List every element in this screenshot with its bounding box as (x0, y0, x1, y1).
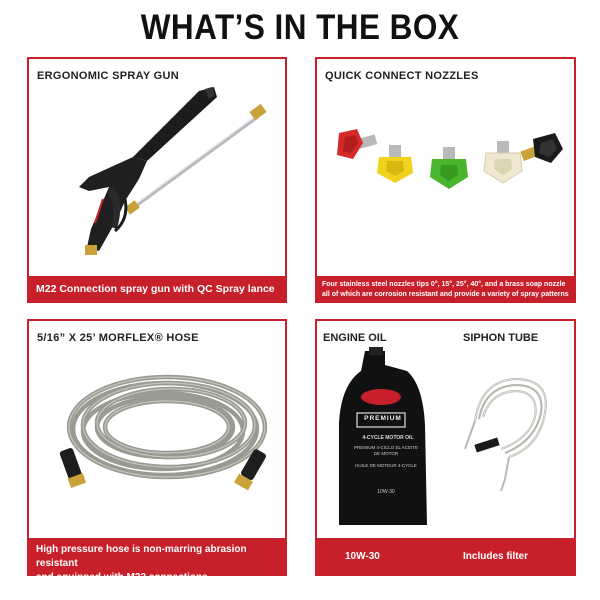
pouch-grade: 10W-30 (377, 489, 395, 495)
yellow-nozzle (377, 145, 413, 183)
hose-panel (27, 319, 287, 583)
nozzles-caption-line2: all of which are corrosion resistant and provide a variety of spray patterns (322, 291, 569, 298)
hose-caption-line1: High pressure hose is non-marring abrasion resistant (36, 544, 247, 569)
pouch-line1: 4-CYCLE MOTOR OIL (362, 435, 414, 441)
hose-caption (29, 538, 285, 583)
pouch-line3: HUILE DE MOTEUR 4-CYCLE (355, 463, 417, 468)
hose-caption-line2: and equipped with M22 connections (36, 572, 208, 583)
black-soap-nozzle (520, 133, 563, 163)
white-nozzle (484, 141, 522, 183)
siphon-tube-image (455, 361, 565, 521)
siphon-tube-title: SIPHON TUBE (463, 332, 539, 344)
red-nozzle (337, 129, 377, 159)
spray-gun-panel (27, 57, 287, 303)
nozzles-panel (315, 57, 576, 303)
hose-title: 5/16” X 25’ MORFLEX® HOSE (37, 332, 199, 344)
nozzles-title: QUICK CONNECT NOZZLES (325, 70, 479, 82)
pouch-line2: PREMIUM 4-CICLO EL ACEITE DE MOTOR (353, 445, 419, 456)
green-nozzle (430, 147, 468, 189)
nozzles-caption (317, 276, 574, 303)
oil-caption: 10W-30 (345, 551, 380, 562)
page-title: WHAT’S IN THE BOX (140, 8, 460, 47)
spray-gun-caption: M22 Connection spray gun with QC Spray lance (29, 276, 285, 303)
siphon-filter (474, 437, 499, 452)
siphon-caption: Includes filter (463, 551, 529, 562)
nozzles-caption-line1: Four stainless steel nozzles tips 0°, 15°, 25°, 40°, and a brass soap nozzle (322, 281, 566, 288)
nozzles-image (317, 79, 577, 259)
spray-gun-image (29, 79, 289, 259)
engine-oil-title: ENGINE OIL (323, 332, 387, 344)
oil-siphon-panel (315, 319, 576, 576)
spray-gun-title: ERGONOMIC SPRAY GUN (37, 70, 180, 82)
pouch-brand-label: PREMIUM (364, 415, 402, 422)
oil-siphon-caption (317, 538, 574, 576)
hose-image (29, 341, 289, 531)
